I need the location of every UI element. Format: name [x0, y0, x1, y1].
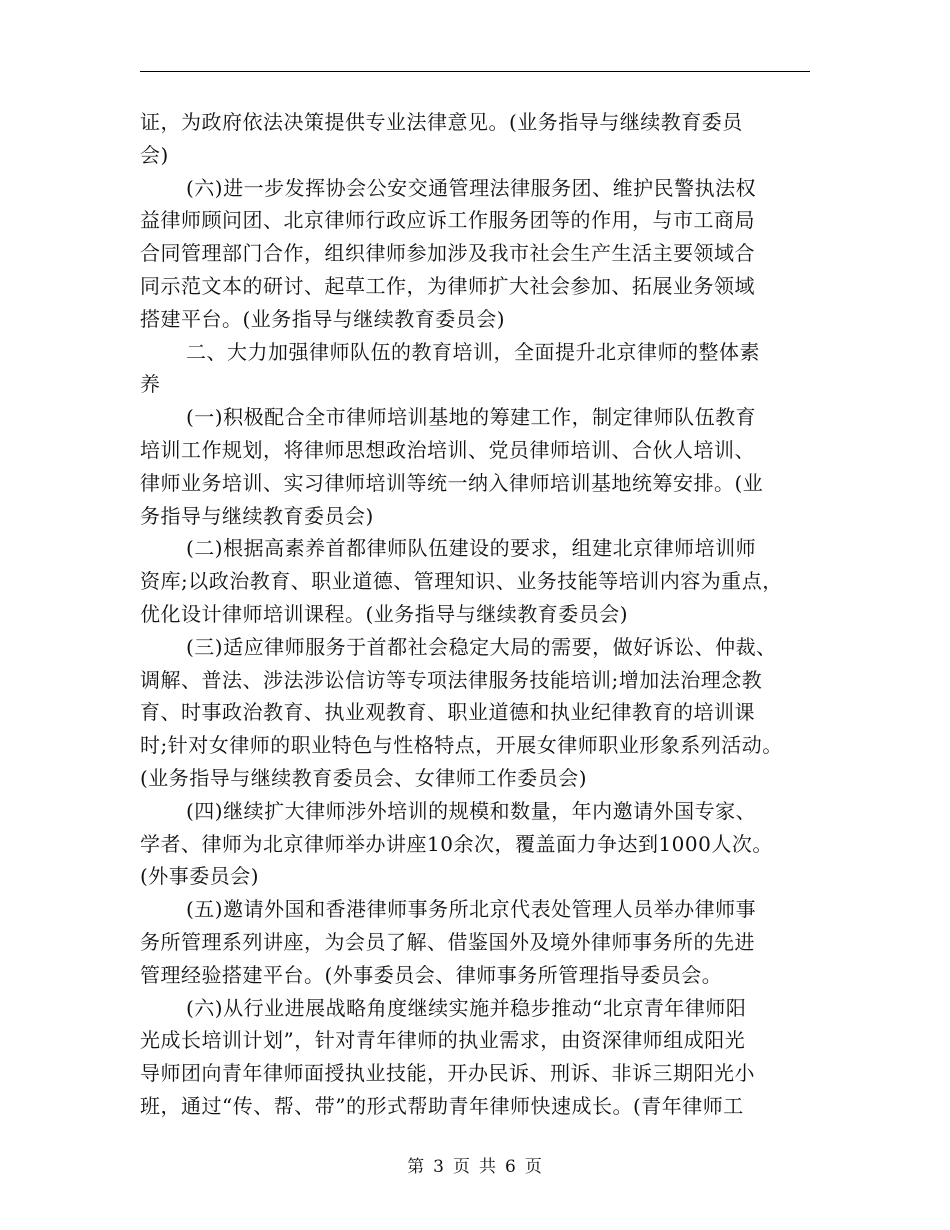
- text-line: 管理经验搭建平台。(外事委员会、律师事务所管理指导委员会。: [140, 962, 723, 987]
- text-line: 同示范文本的研讨、起草工作，为律师扩大社会参加、拓展业务领域: [140, 273, 755, 298]
- page-number: 3: [433, 1157, 445, 1177]
- section-heading-cont: 养: [140, 372, 161, 397]
- text-line: (五)邀请外国和香港律师事务所北京代表处管理人员举办律师事: [186, 897, 757, 922]
- page-prefix: 第: [407, 1157, 426, 1177]
- page-word: 页: [453, 1157, 471, 1177]
- text-line: 导师团向青年律师面授执业技能，开办民诉、刑诉、非诉三期阳光小: [140, 1061, 755, 1086]
- text-line: 务所管理系列讲座，为会员了解、借鉴国外及境外律师事务所的先进: [140, 929, 755, 954]
- text-line: 律师业务培训、实习律师培训等统一纳入律师培训基地统筹安排。(业: [140, 470, 764, 495]
- total-pages: 6: [505, 1157, 517, 1177]
- text-line: 会): [140, 142, 169, 167]
- text-line: 益律师顾问团、北京律师行政应诉工作服务团等的作用，与市工商局: [140, 208, 755, 233]
- section-heading: 二、大力加强律师队伍的教育培训，全面提升北京律师的整体素: [186, 339, 760, 364]
- text-line: 育、时事政治教育、执业观教育、职业道德和执业纪律教育的培训课: [140, 700, 755, 725]
- total-prefix: 共: [479, 1157, 497, 1177]
- text-line: (二)根据高素养首都律师队伍建设的要求，组建北京律师培训师: [186, 536, 757, 561]
- document-body: [140, 106, 810, 1123]
- text-line: 证，为政府依法决策提供专业法律意见。(业务指导与继续教育委员: [140, 110, 743, 134]
- text-line: 资库;以政治教育、职业道德、管理知识、业务技能等培训内容为重点，: [140, 569, 783, 594]
- text-line: 时;针对女律师的职业特色与性格特点，开展女律师职业形象系列活动。: [140, 733, 783, 758]
- text-line: 光成长培训计划”，针对青年律师的执业需求，由资深律师组成阳光: [140, 1028, 746, 1053]
- text-line: 学者、律师为北京律师举办讲座10余次，覆盖面力争达到1000人次。: [140, 831, 773, 856]
- text-line: (外事委员会): [140, 864, 260, 889]
- text-line: (四)继续扩大律师涉外培训的规模和数量，年内邀请外国专家、: [186, 798, 757, 823]
- header-rule: [140, 71, 810, 72]
- text-line: 合同管理部门合作，组织律师参加涉及我市社会生产生活主要领域合: [140, 241, 755, 266]
- page-footer: [0, 1152, 950, 1177]
- text-line: (六)进一步发挥协会公安交通管理法律服务团、维护民警执法权: [186, 175, 757, 200]
- text-line: 调解、普法、涉法涉讼信访等专项法律服务技能培训;增加法治理念教: [140, 667, 763, 692]
- text-line: 班，通过“传、帮、带”的形式帮助青年律师快速成长。(青年律师工: [140, 1093, 744, 1118]
- text-line: (业务指导与继续教育委员会、女律师工作委员会): [140, 765, 588, 790]
- text-line: 培训工作规划，将律师思想政治培训、党员律师培训、合伙人培训、: [140, 437, 755, 462]
- text-line: 务指导与继续教育委员会): [140, 503, 374, 528]
- text-line: 搭建平台。(业务指导与继续教育委员会): [140, 306, 506, 331]
- text-line: (六)从行业进展战略角度继续实施并稳步推动“北京青年律师阳: [186, 995, 747, 1020]
- text-line: (一)积极配合全市律师培训基地的筹建工作，制定律师队伍教育: [186, 405, 757, 430]
- total-word: 页: [524, 1157, 543, 1177]
- text-line: (三)适应律师服务于首都社会稳定大局的需要，做好诉讼、仲裁、: [186, 634, 777, 659]
- text-line: 优化设计律师培训课程。(业务指导与继续教育委员会): [140, 601, 629, 626]
